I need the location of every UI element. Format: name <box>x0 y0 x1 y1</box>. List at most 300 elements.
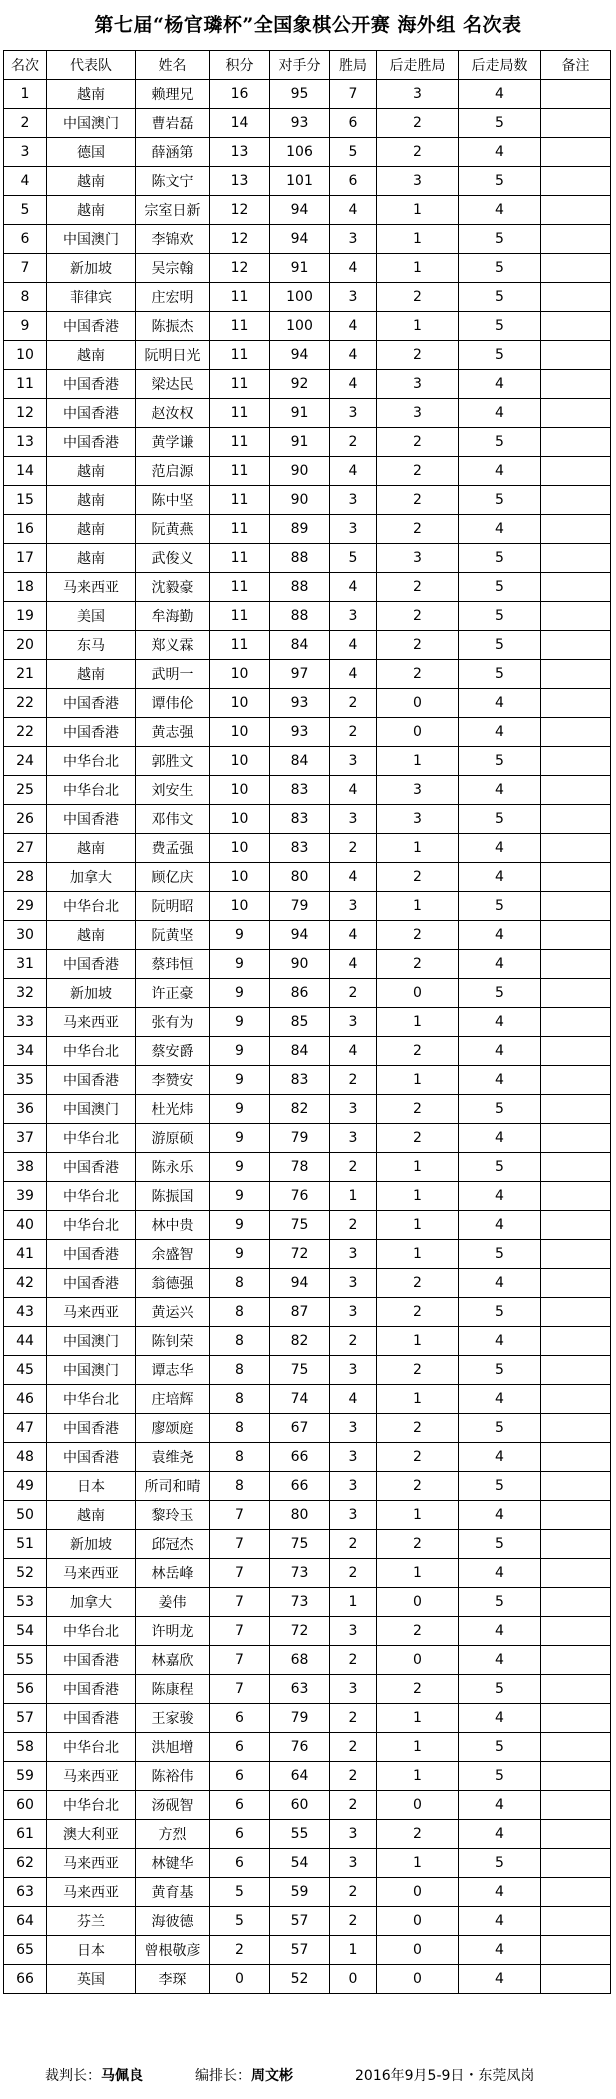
rank-cell: 43 <box>4 1298 47 1327</box>
name-cell: 蔡安爵 <box>136 1037 210 1066</box>
black-wins-cell: 1 <box>377 312 459 341</box>
remarks-cell <box>541 1878 611 1907</box>
team-cell: 越南 <box>47 80 136 109</box>
team-cell: 中华台北 <box>47 776 136 805</box>
wins-cell: 2 <box>330 1878 377 1907</box>
table-row <box>4 1878 611 1907</box>
arranger-label: 编排长： <box>195 2068 251 2084</box>
points-cell: 9 <box>210 950 270 979</box>
black-wins-cell: 0 <box>377 979 459 1008</box>
black-wins-cell: 2 <box>377 1356 459 1385</box>
black-wins-cell: 2 <box>377 1298 459 1327</box>
opponent-points-cell: 93 <box>270 109 330 138</box>
black-games-cell: 5 <box>459 1298 541 1327</box>
table-row <box>4 1559 611 1588</box>
table-row <box>4 515 611 544</box>
remarks-cell <box>541 399 611 428</box>
wins-cell: 2 <box>330 428 377 457</box>
team-cell: 中华台北 <box>47 1124 136 1153</box>
team-cell: 中华台北 <box>47 747 136 776</box>
rank-cell: 58 <box>4 1733 47 1762</box>
black-wins-cell: 1 <box>377 1849 459 1878</box>
black-games-cell: 4 <box>459 138 541 167</box>
opponent-points-cell: 67 <box>270 1414 330 1443</box>
name-cell: 庄宏明 <box>136 283 210 312</box>
name-cell: 林嘉欣 <box>136 1646 210 1675</box>
rank-cell: 53 <box>4 1588 47 1617</box>
opponent-points-cell: 88 <box>270 573 330 602</box>
table-row <box>4 1414 611 1443</box>
black-wins-cell: 0 <box>377 1965 459 1994</box>
points-cell: 11 <box>210 312 270 341</box>
black-games-cell: 5 <box>459 486 541 515</box>
wins-cell: 2 <box>330 1530 377 1559</box>
black-games-cell: 5 <box>459 1675 541 1704</box>
wins-cell: 3 <box>330 1269 377 1298</box>
opponent-points-cell: 57 <box>270 1907 330 1936</box>
team-cell: 日本 <box>47 1472 136 1501</box>
points-cell: 9 <box>210 1153 270 1182</box>
black-games-cell: 4 <box>459 834 541 863</box>
table-row <box>4 950 611 979</box>
black-games-cell: 5 <box>459 1733 541 1762</box>
remarks-cell <box>541 602 611 631</box>
referee-label: 裁判长： <box>45 2068 101 2084</box>
rank-cell: 24 <box>4 747 47 776</box>
table-row <box>4 196 611 225</box>
black-wins-cell: 1 <box>377 1211 459 1240</box>
black-wins-cell: 1 <box>377 1733 459 1762</box>
black-wins-cell: 2 <box>377 863 459 892</box>
remarks-cell <box>541 631 611 660</box>
points-cell: 6 <box>210 1704 270 1733</box>
points-cell: 11 <box>210 341 270 370</box>
remarks-cell <box>541 1095 611 1124</box>
wins-cell: 1 <box>330 1182 377 1211</box>
table-row <box>4 1472 611 1501</box>
table-row <box>4 1501 611 1530</box>
name-cell: 武明一 <box>136 660 210 689</box>
rank-cell: 22 <box>4 718 47 747</box>
table-row <box>4 834 611 863</box>
table-row <box>4 486 611 515</box>
wins-cell: 5 <box>330 138 377 167</box>
name-cell: 李锦欢 <box>136 225 210 254</box>
wins-cell: 2 <box>330 1704 377 1733</box>
points-cell: 5 <box>210 1878 270 1907</box>
points-cell: 12 <box>210 225 270 254</box>
wins-cell: 4 <box>330 341 377 370</box>
team-cell: 中华台北 <box>47 1037 136 1066</box>
table-row <box>4 1443 611 1472</box>
points-cell: 8 <box>210 1443 270 1472</box>
team-cell: 中华台北 <box>47 1791 136 1820</box>
opponent-points-cell: 82 <box>270 1327 330 1356</box>
team-cell: 中国澳门 <box>47 225 136 254</box>
opponent-points-cell: 84 <box>270 1037 330 1066</box>
remarks-cell <box>541 1414 611 1443</box>
black-wins-cell: 2 <box>377 921 459 950</box>
name-cell: 余盛智 <box>136 1240 210 1269</box>
team-cell: 中国香港 <box>47 689 136 718</box>
team-cell: 越南 <box>47 341 136 370</box>
opponent-points-cell: 97 <box>270 660 330 689</box>
wins-cell: 3 <box>330 1501 377 1530</box>
opponent-points-cell: 94 <box>270 196 330 225</box>
rank-cell: 26 <box>4 805 47 834</box>
name-cell: 梁达民 <box>136 370 210 399</box>
table-row <box>4 370 611 399</box>
points-cell: 6 <box>210 1820 270 1849</box>
header-black-wins: 后走胜局 <box>377 51 459 80</box>
table-row <box>4 573 611 602</box>
black-games-cell: 4 <box>459 80 541 109</box>
black-wins-cell: 1 <box>377 254 459 283</box>
remarks-cell <box>541 1675 611 1704</box>
black-games-cell: 4 <box>459 1646 541 1675</box>
wins-cell: 2 <box>330 1907 377 1936</box>
wins-cell: 6 <box>330 109 377 138</box>
name-cell: 林中贵 <box>136 1211 210 1240</box>
points-cell: 7 <box>210 1675 270 1704</box>
points-cell: 11 <box>210 428 270 457</box>
table-row <box>4 399 611 428</box>
black-games-cell: 4 <box>459 1385 541 1414</box>
name-cell: 谭志华 <box>136 1356 210 1385</box>
opponent-points-cell: 83 <box>270 834 330 863</box>
name-cell: 游原硕 <box>136 1124 210 1153</box>
opponent-points-cell: 68 <box>270 1646 330 1675</box>
opponent-points-cell: 72 <box>270 1240 330 1269</box>
remarks-cell <box>541 1791 611 1820</box>
wins-cell: 3 <box>330 515 377 544</box>
name-cell: 袁维尧 <box>136 1443 210 1472</box>
wins-cell: 3 <box>330 747 377 776</box>
black-games-cell: 5 <box>459 1240 541 1269</box>
table-row <box>4 1385 611 1414</box>
remarks-cell <box>541 1588 611 1617</box>
black-games-cell: 4 <box>459 370 541 399</box>
team-cell: 越南 <box>47 196 136 225</box>
remarks-cell <box>541 486 611 515</box>
table-row <box>4 747 611 776</box>
wins-cell: 3 <box>330 1849 377 1878</box>
black-wins-cell: 0 <box>377 1878 459 1907</box>
name-cell: 黄运兴 <box>136 1298 210 1327</box>
remarks-cell <box>541 863 611 892</box>
name-cell: 阮黄坚 <box>136 921 210 950</box>
team-cell: 中国香港 <box>47 1066 136 1095</box>
black-games-cell: 4 <box>459 776 541 805</box>
black-wins-cell: 2 <box>377 1124 459 1153</box>
rank-cell: 57 <box>4 1704 47 1733</box>
opponent-points-cell: 94 <box>270 225 330 254</box>
remarks-cell <box>541 950 611 979</box>
name-cell: 杜光炜 <box>136 1095 210 1124</box>
rank-cell: 29 <box>4 892 47 921</box>
table-row <box>4 1791 611 1820</box>
wins-cell: 2 <box>330 1791 377 1820</box>
black-wins-cell: 1 <box>377 1240 459 1269</box>
name-cell: 吴宗翰 <box>136 254 210 283</box>
wins-cell: 4 <box>330 370 377 399</box>
wins-cell: 5 <box>330 544 377 573</box>
team-cell: 中国香港 <box>47 950 136 979</box>
team-cell: 中国香港 <box>47 1414 136 1443</box>
points-cell: 9 <box>210 1008 270 1037</box>
black-wins-cell: 1 <box>377 196 459 225</box>
opponent-points-cell: 72 <box>270 1617 330 1646</box>
rank-cell: 54 <box>4 1617 47 1646</box>
black-games-cell: 4 <box>459 1907 541 1936</box>
opponent-points-cell: 93 <box>270 718 330 747</box>
opponent-points-cell: 95 <box>270 80 330 109</box>
name-cell: 张有为 <box>136 1008 210 1037</box>
wins-cell: 4 <box>330 1385 377 1414</box>
opponent-points-cell: 75 <box>270 1530 330 1559</box>
remarks-cell <box>541 1327 611 1356</box>
rank-cell: 65 <box>4 1936 47 1965</box>
opponent-points-cell: 80 <box>270 863 330 892</box>
name-cell: 方烈 <box>136 1820 210 1849</box>
remarks-cell <box>541 283 611 312</box>
rank-cell: 36 <box>4 1095 47 1124</box>
opponent-points-cell: 90 <box>270 950 330 979</box>
opponent-points-cell: 82 <box>270 1095 330 1124</box>
table-row <box>4 1153 611 1182</box>
opponent-points-cell: 73 <box>270 1588 330 1617</box>
team-cell: 中华台北 <box>47 1211 136 1240</box>
header-rank: 名次 <box>4 51 47 80</box>
team-cell: 中国香港 <box>47 1269 136 1298</box>
arranger-name: 周文彬 <box>251 2068 293 2084</box>
table-row <box>4 544 611 573</box>
name-cell: 黄志强 <box>136 718 210 747</box>
wins-cell: 3 <box>330 1298 377 1327</box>
header-points: 积分 <box>210 51 270 80</box>
black-games-cell: 5 <box>459 660 541 689</box>
black-games-cell: 5 <box>459 631 541 660</box>
team-cell: 马来西亚 <box>47 1849 136 1878</box>
black-wins-cell: 0 <box>377 718 459 747</box>
rank-cell: 63 <box>4 1878 47 1907</box>
team-cell: 马来西亚 <box>47 1559 136 1588</box>
table-row <box>4 1298 611 1327</box>
rank-cell: 18 <box>4 573 47 602</box>
wins-cell: 3 <box>330 1414 377 1443</box>
black-wins-cell: 2 <box>377 515 459 544</box>
black-wins-cell: 3 <box>377 805 459 834</box>
remarks-cell <box>541 1907 611 1936</box>
team-cell: 中国澳门 <box>47 1356 136 1385</box>
name-cell: 王家骏 <box>136 1704 210 1733</box>
rank-cell: 35 <box>4 1066 47 1095</box>
wins-cell: 4 <box>330 660 377 689</box>
opponent-points-cell: 78 <box>270 1153 330 1182</box>
black-wins-cell: 2 <box>377 1530 459 1559</box>
points-cell: 7 <box>210 1646 270 1675</box>
table-row <box>4 341 611 370</box>
black-games-cell: 5 <box>459 225 541 254</box>
opponent-points-cell: 76 <box>270 1733 330 1762</box>
rank-cell: 52 <box>4 1559 47 1588</box>
opponent-points-cell: 84 <box>270 631 330 660</box>
remarks-cell <box>541 370 611 399</box>
opponent-points-cell: 57 <box>270 1936 330 1965</box>
wins-cell: 3 <box>330 1095 377 1124</box>
black-wins-cell: 2 <box>377 660 459 689</box>
black-games-cell: 5 <box>459 1762 541 1791</box>
black-wins-cell: 2 <box>377 486 459 515</box>
name-cell: 阮黄燕 <box>136 515 210 544</box>
opponent-points-cell: 84 <box>270 747 330 776</box>
team-cell: 越南 <box>47 921 136 950</box>
wins-cell: 2 <box>330 718 377 747</box>
rank-cell: 7 <box>4 254 47 283</box>
opponent-points-cell: 60 <box>270 1791 330 1820</box>
table-row <box>4 1762 611 1791</box>
name-cell: 赖理兄 <box>136 80 210 109</box>
team-cell: 越南 <box>47 457 136 486</box>
rank-cell: 8 <box>4 283 47 312</box>
black-games-cell: 4 <box>459 1269 541 1298</box>
name-cell: 宗室日新 <box>136 196 210 225</box>
name-cell: 曾根敬彦 <box>136 1936 210 1965</box>
table-row <box>4 1704 611 1733</box>
rank-cell: 56 <box>4 1675 47 1704</box>
rank-cell: 19 <box>4 602 47 631</box>
remarks-cell <box>541 1356 611 1385</box>
remarks-cell <box>541 892 611 921</box>
remarks-cell <box>541 1472 611 1501</box>
rank-cell: 10 <box>4 341 47 370</box>
opponent-points-cell: 73 <box>270 1559 330 1588</box>
points-cell: 8 <box>210 1472 270 1501</box>
points-cell: 11 <box>210 631 270 660</box>
team-cell: 新加坡 <box>47 1530 136 1559</box>
remarks-cell <box>541 689 611 718</box>
remarks-cell <box>541 1762 611 1791</box>
rank-cell: 16 <box>4 515 47 544</box>
team-cell: 日本 <box>47 1936 136 1965</box>
opponent-points-cell: 89 <box>270 515 330 544</box>
name-cell: 谭伟伦 <box>136 689 210 718</box>
name-cell: 庄培辉 <box>136 1385 210 1414</box>
black-wins-cell: 2 <box>377 457 459 486</box>
remarks-cell <box>541 109 611 138</box>
points-cell: 14 <box>210 109 270 138</box>
black-games-cell: 5 <box>459 1472 541 1501</box>
opponent-points-cell: 83 <box>270 805 330 834</box>
wins-cell: 4 <box>330 457 377 486</box>
points-cell: 13 <box>210 138 270 167</box>
opponent-points-cell: 86 <box>270 979 330 1008</box>
black-wins-cell: 2 <box>377 1095 459 1124</box>
wins-cell: 3 <box>330 1240 377 1269</box>
name-cell: 李赞安 <box>136 1066 210 1095</box>
wins-cell: 4 <box>330 776 377 805</box>
wins-cell: 3 <box>330 1443 377 1472</box>
wins-cell: 2 <box>330 1153 377 1182</box>
table-row <box>4 1907 611 1936</box>
name-cell: 沈毅豪 <box>136 573 210 602</box>
team-cell: 新加坡 <box>47 254 136 283</box>
name-cell: 翁德强 <box>136 1269 210 1298</box>
points-cell: 11 <box>210 457 270 486</box>
rank-cell: 66 <box>4 1965 47 1994</box>
rank-cell: 55 <box>4 1646 47 1675</box>
team-cell: 中国香港 <box>47 1153 136 1182</box>
team-cell: 新加坡 <box>47 979 136 1008</box>
points-cell: 2 <box>210 1936 270 1965</box>
table-row <box>4 1936 611 1965</box>
black-wins-cell: 1 <box>377 1501 459 1530</box>
opponent-points-cell: 75 <box>270 1211 330 1240</box>
points-cell: 7 <box>210 1588 270 1617</box>
opponent-points-cell: 90 <box>270 457 330 486</box>
remarks-cell <box>541 1704 611 1733</box>
remarks-cell <box>541 457 611 486</box>
name-cell: 郑义霖 <box>136 631 210 660</box>
rank-cell: 38 <box>4 1153 47 1182</box>
wins-cell: 4 <box>330 254 377 283</box>
team-cell: 越南 <box>47 486 136 515</box>
wins-cell: 4 <box>330 921 377 950</box>
table-row <box>4 312 611 341</box>
black-games-cell: 5 <box>459 109 541 138</box>
table-row <box>4 1240 611 1269</box>
points-cell: 16 <box>210 80 270 109</box>
rank-cell: 34 <box>4 1037 47 1066</box>
wins-cell: 3 <box>330 1820 377 1849</box>
wins-cell: 3 <box>330 1008 377 1037</box>
black-games-cell: 4 <box>459 950 541 979</box>
opponent-points-cell: 80 <box>270 1501 330 1530</box>
black-games-cell: 5 <box>459 1153 541 1182</box>
black-games-cell: 5 <box>459 1849 541 1878</box>
points-cell: 6 <box>210 1791 270 1820</box>
black-games-cell: 4 <box>459 1124 541 1153</box>
team-cell: 越南 <box>47 660 136 689</box>
referee-name: 马佩良 <box>101 2068 143 2084</box>
points-cell: 9 <box>210 979 270 1008</box>
name-cell: 陈裕伟 <box>136 1762 210 1791</box>
points-cell: 7 <box>210 1559 270 1588</box>
rank-cell: 42 <box>4 1269 47 1298</box>
table-row <box>4 1066 611 1095</box>
black-wins-cell: 2 <box>377 631 459 660</box>
points-cell: 7 <box>210 1501 270 1530</box>
black-games-cell: 5 <box>459 312 541 341</box>
name-cell: 刘安生 <box>136 776 210 805</box>
black-games-cell: 4 <box>459 1211 541 1240</box>
points-cell: 7 <box>210 1617 270 1646</box>
rank-cell: 2 <box>4 109 47 138</box>
wins-cell: 7 <box>330 80 377 109</box>
black-wins-cell: 2 <box>377 573 459 602</box>
team-cell: 中国澳门 <box>47 1327 136 1356</box>
black-wins-cell: 3 <box>377 399 459 428</box>
rank-cell: 14 <box>4 457 47 486</box>
remarks-cell <box>541 428 611 457</box>
rank-cell: 44 <box>4 1327 47 1356</box>
opponent-points-cell: 83 <box>270 776 330 805</box>
black-games-cell: 4 <box>459 1878 541 1907</box>
name-cell: 赵汝权 <box>136 399 210 428</box>
black-wins-cell: 3 <box>377 167 459 196</box>
points-cell: 13 <box>210 167 270 196</box>
team-cell: 中国香港 <box>47 1443 136 1472</box>
